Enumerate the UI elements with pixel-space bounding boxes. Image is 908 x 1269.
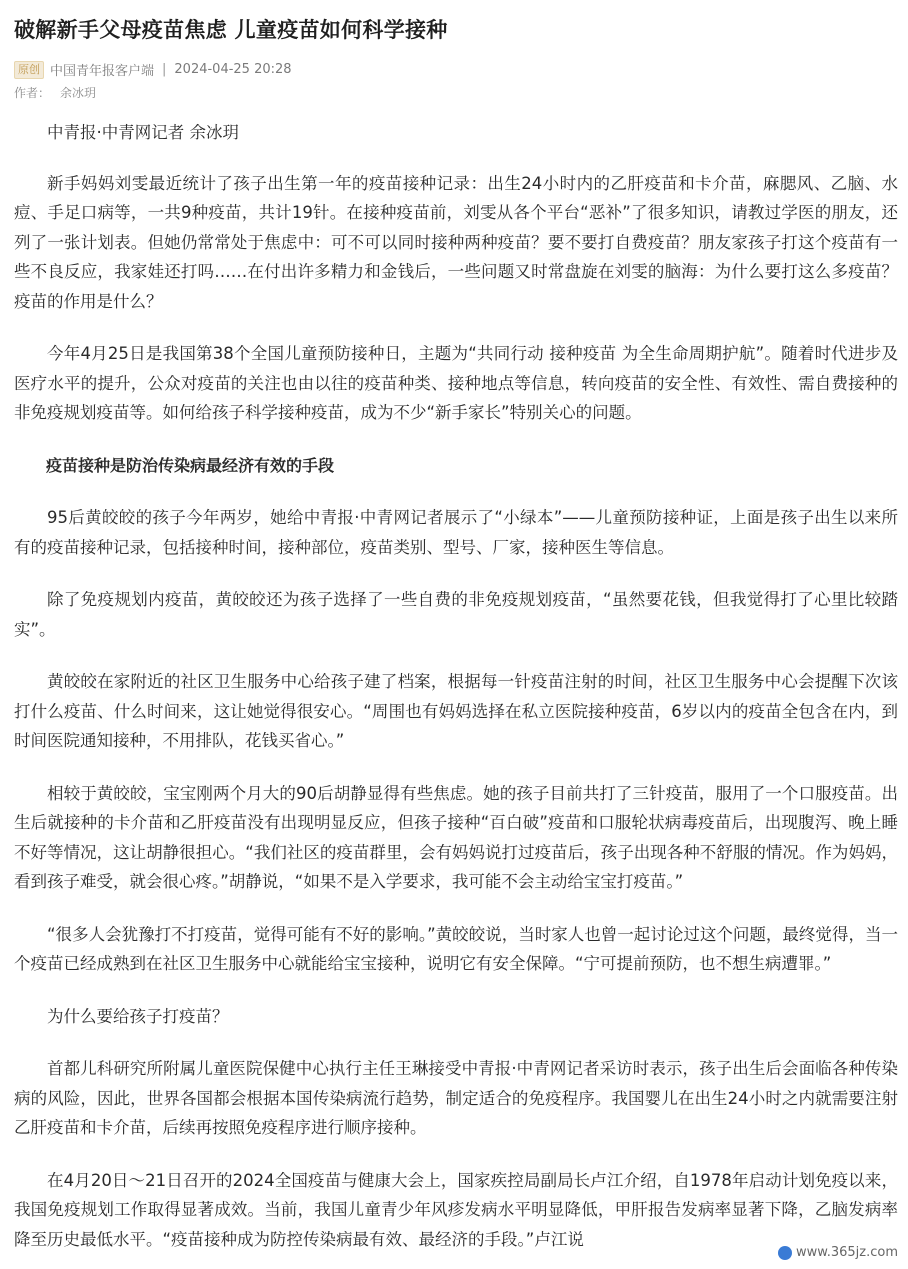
- body-paragraph: 相较于黄皎皎，宝宝刚两个月大的90后胡静显得有些焦虑。她的孩子目前共打了三针疫苗，服用了一个口服疫苗。出生后就接种的卡介苗和乙肝疫苗没有出现明显反应，但孩子接种“百白破”疫苗和口服轮状病毒疫苗后，出现腹泻、晚上睡不好等情况，这让胡静很担心。“我们社区的疫苗群里，会有妈妈说打过疫苗后，孩子出现各种不舒服的情况。作为妈妈，看到孩子难受，就会很心疼。”胡静说，“如果不是入学要求，我可能不会主动给宝宝打疫苗。”: [14, 783, 898, 891]
- author-line: [14, 84, 96, 101]
- article-title: 破解新手父母疫苗焦虑 儿童疫苗如何科学接种: [14, 18, 448, 42]
- body-paragraph: 95后黄皎皎的孩子今年两岁，她给中青报·中青网记者展示了“小绿本”——儿童预防接种证，上面是孩子出生以来所有的疫苗接种记录，包括接种时间，接种部位，疫苗类别、型号、厂家，接种医生等信息。: [14, 508, 898, 557]
- article-meta: [14, 60, 292, 79]
- body-paragraph: 除了免疫规划内疫苗，黄皎皎还为孩子选择了一些自费的非免疫规划疫苗，“虽然要花钱，但我觉得打了心里比较踏实”。: [14, 590, 898, 639]
- body-paragraph: 黄皎皎在家附近的社区卫生服务中心给孩子建了档案，根据每一针疫苗注射的时间，社区卫生服务中心会提醒下次该打什么疫苗、什么时间来，这让她觉得很安心。“周围也有妈妈选择在私立医院接种疫苗，6岁以内的疫苗全包含在内，到时间医院通知接种，不用排队，花钱买省心。”: [14, 672, 898, 750]
- body-paragraph: “很多人会犹豫打不打疫苗，觉得可能有不好的影响。”黄皎皎说，当时家人也曾一起讨论过这个问题，最终觉得，当一个疫苗已经成熟到在社区卫生服务中心就能给宝宝接种，说明它有安全保障。“宁可提前预防，也不想生病遭罪。”: [14, 924, 898, 973]
- site-watermark: [774, 1244, 902, 1261]
- body-paragraph: 首都儿科研究所附属儿童医院保健中心执行主任王琳接受中青报·中青网记者采访时表示，孩子出生后会面临各种传染病的风险，因此，世界各国都会根据本国传染病流行趋势，制定适合的免疫程序。我国婴儿在出生24小时之内就需要注射乙肝疫苗和卡介苗，后续再按照免疫程序进行顺序接种。: [14, 1059, 898, 1137]
- author-label: 作者：: [14, 86, 51, 100]
- watermark-logo-icon: [778, 1246, 792, 1260]
- body-paragraph: 新手妈妈刘雯最近统计了孩子出生第一年的疫苗接种记录：出生24小时内的乙肝疫苗和卡介苗，麻腮风、乙脑、水痘、手足口病等，一共9种疫苗，共计19针。在接种疫苗前，刘雯从各个平台“恶补”了很多知识，请教过学医的朋友，还列了一张计划表。但她仍常常处于焦虑中：可不可以同时接种两种疫苗？要不要打自费疫苗？朋友家孩子打这个疫苗有一些不良反应，我家娃还打吗……在付出许多精力和金钱后，一些问题又时常盘旋在刘雯的脑海：为什么要打这么多疫苗？疫苗的作用是什么？: [14, 173, 898, 311]
- body-paragraph: 为什么要给孩子打疫苗？: [47, 1006, 229, 1026]
- publish-datetime: 2024-04-25 20:28: [174, 62, 292, 77]
- article-body: [14, 118, 898, 1269]
- reporter-byline: 中青报·中青网记者 余冰玥: [47, 123, 239, 142]
- author-name: 余冰玥: [60, 86, 97, 100]
- body-paragraph: 今年4月25日是我国第38个全国儿童预防接种日，主题为“共同行动 接种疫苗 为全生命周期护航”。随着时代进步及医疗水平的提升，公众对疫苗的关注也由以往的疫苗种类、接种地点等信息，转向疫苗的安全性、有效性、需自费接种的非免疫规划疫苗等。如何给孩子科学接种疫苗，成为不少“新手家长”特别关心的问题。: [14, 344, 898, 422]
- body-paragraph: 在4月20日～21日召开的2024全国疫苗与健康大会上，国家疾控局副局长卢江介绍，自1978年启动计划免疫以来，我国免疫规划工作取得显著成效。当前，我国儿童青少年风疹发病水平明显降低，甲肝报告发病率显著下降，乙脑发病率降至历史最低水平。“疫苗接种成为防控传染病最有效、最经济的手段。”卢江说: [14, 1170, 898, 1249]
- original-badge: 原创: [14, 61, 44, 79]
- section-heading: 疫苗接种是防治传染病最经济有效的手段: [46, 455, 335, 475]
- meta-separator: |: [162, 62, 167, 77]
- source-name[interactable]: 中国青年报客户端: [50, 64, 155, 79]
- watermark-text: www.365jz.com: [796, 1245, 898, 1260]
